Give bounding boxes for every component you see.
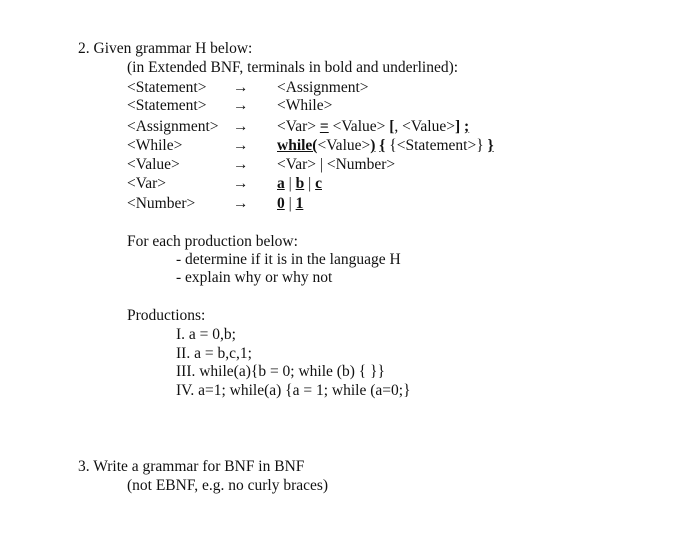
rule-arrow: → (233, 195, 249, 212)
productions-label: Productions: (127, 307, 206, 324)
terminal-token: ; (464, 118, 470, 135)
rule-token: | (304, 175, 316, 192)
rule-rhs (277, 118, 469, 136)
terminal-token: b (295, 175, 305, 192)
rule-lhs: <Value> (127, 156, 180, 173)
rule-rhs (277, 97, 332, 115)
rule-token: <Var> | <Number> (277, 156, 396, 173)
rule-token: <Assignment> (277, 79, 369, 96)
rule-rhs (277, 137, 494, 155)
rule-token: | (284, 175, 296, 192)
production-item: I. a = 0,b; (176, 326, 236, 343)
rule-arrow: → (233, 137, 249, 154)
rule-arrow: → (233, 118, 249, 135)
production-item: IV. a=1; while(a) {a = 1; while (a=0;} (176, 382, 411, 399)
instructions-intro: For each production below: (127, 233, 298, 250)
terminal-token: = (319, 118, 329, 135)
rule-rhs (277, 79, 369, 97)
rule-rhs (277, 195, 303, 213)
rule-lhs: <Var> (127, 175, 166, 192)
rule-lhs: <Assignment> (127, 118, 219, 135)
rule-token: <Var> (277, 118, 320, 135)
rule-arrow: → (233, 175, 249, 192)
terminal-token: a (277, 175, 285, 192)
q2-subtitle: (in Extended BNF, terminals in bold and underlined): (127, 59, 459, 76)
terminal-token: { (379, 137, 386, 154)
production-item: II. a = b,c,1; (176, 345, 252, 362)
terminal-token: } (487, 137, 494, 154)
terminal-token: [ (389, 118, 395, 135)
production-item: III. while(a){b = 0; while (b) { }} (176, 363, 385, 380)
rule-arrow: → (233, 79, 249, 96)
rule-lhs: <While> (127, 137, 183, 154)
q2-title: 2. Given grammar H below: (78, 40, 253, 57)
terminal-token: while( (277, 137, 318, 154)
rule-lhs: <Statement> (127, 97, 207, 114)
instruction-item: - explain why or why not (176, 269, 333, 286)
rule-lhs: <Statement> (127, 79, 207, 96)
q3-subtitle: (not EBNF, e.g. no curly braces) (127, 477, 329, 494)
rule-token: {<Statement>} (385, 137, 488, 154)
rule-arrow: → (233, 97, 249, 114)
rule-lhs: <Number> (127, 195, 196, 212)
terminal-token: c (315, 175, 322, 192)
rule-arrow: → (233, 156, 249, 173)
rule-token: <Value> (398, 118, 455, 135)
terminal-token: 1 (295, 195, 304, 212)
rule-rhs (277, 156, 395, 174)
rule-rhs (277, 175, 322, 193)
instruction-item: - determine if it is in the language H (176, 251, 401, 268)
terminal-token: ] (454, 118, 461, 135)
terminal-token: ) (370, 137, 376, 154)
q3-title: 3. Write a grammar for BNF in BNF (78, 458, 305, 475)
rule-token: | (284, 195, 296, 212)
terminal-token: 0 (277, 195, 285, 212)
rule-token: <Value> (328, 118, 390, 135)
rule-token: , (394, 118, 399, 135)
rule-token: <While> (277, 97, 333, 114)
rule-token: <Value> (317, 137, 371, 154)
